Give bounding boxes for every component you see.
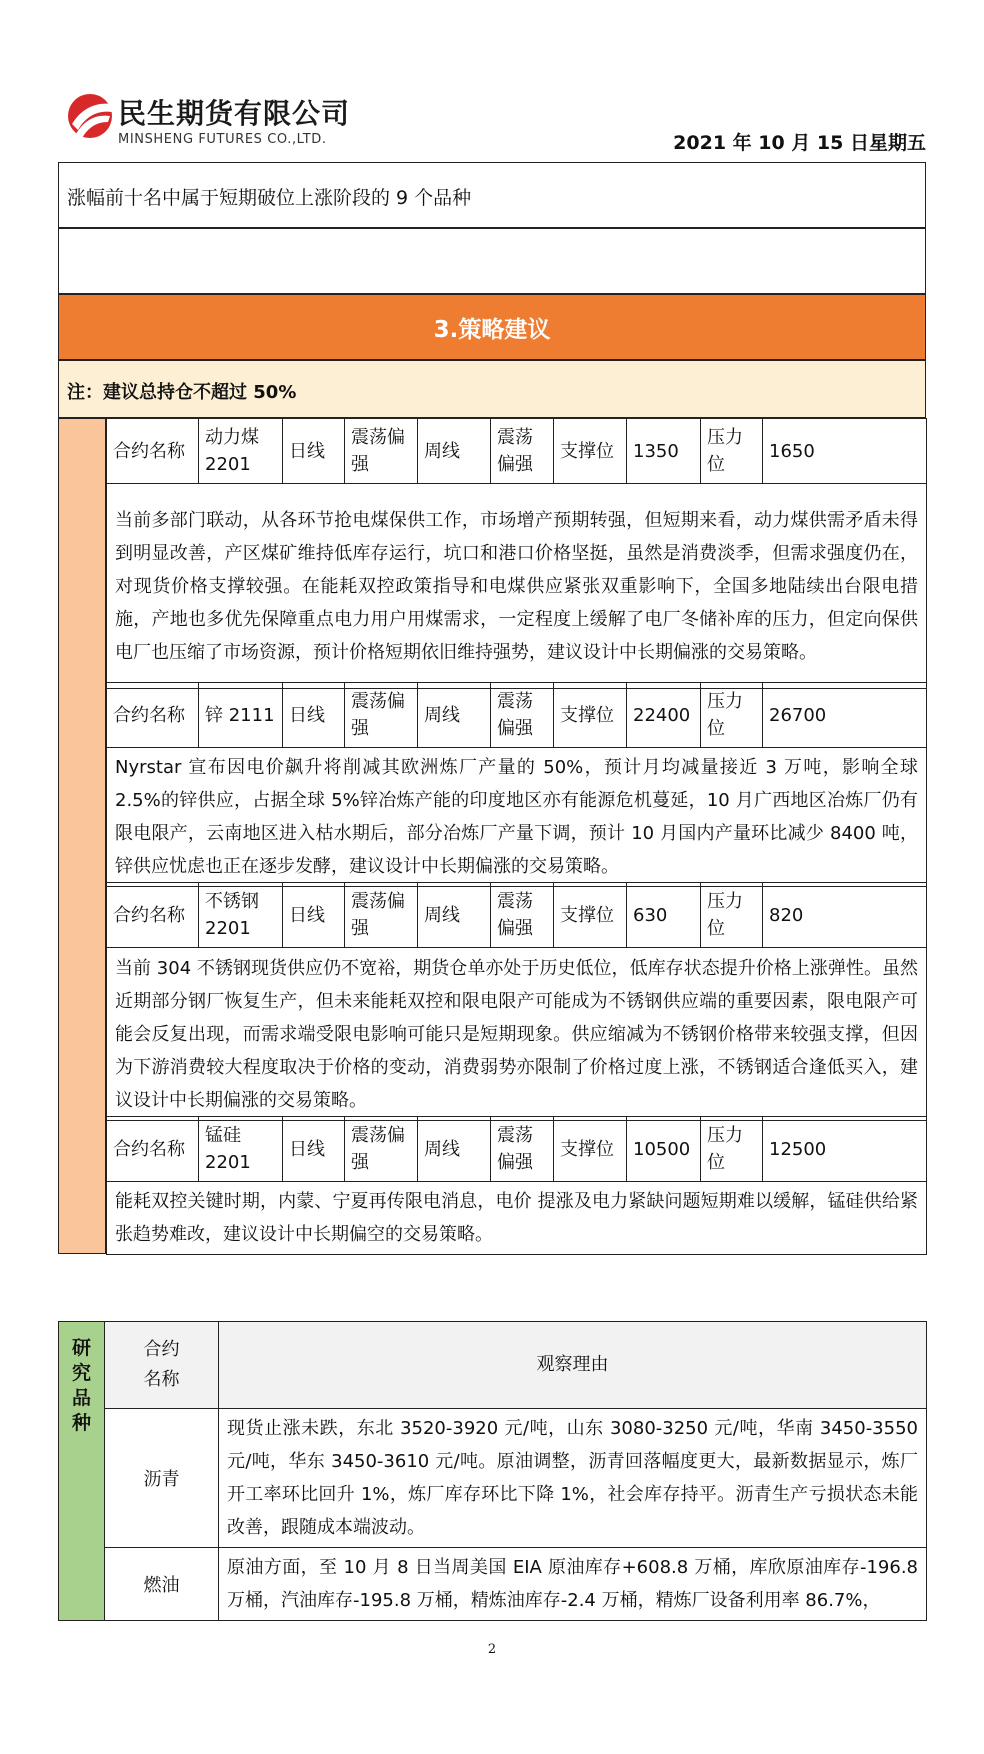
research-row: [59, 1548, 927, 1621]
research-row: [59, 1409, 927, 1548]
contract-name: 锰硅 2201: [199, 1117, 283, 1182]
weekly-label: 周线: [418, 419, 491, 484]
daily-label: 日线: [283, 419, 345, 484]
pressure-value: 26700: [763, 683, 927, 748]
pressure-label: 压力位: [701, 883, 763, 948]
col-name-header: [105, 1322, 219, 1409]
contract-description: 能耗双控关键时期，内蒙、宁夏再传限电消息，电价 提涨及电力紧缺问题短期难以缓解，锰硅供给紧张趋势难改，建议设计中长期偏空的交易策略。: [107, 1182, 927, 1255]
daily-label: 日线: [283, 883, 345, 948]
company-logo: [66, 88, 366, 154]
weekly-trend: 震荡偏强: [491, 883, 554, 948]
contract-desc-row: [107, 748, 927, 887]
daily-trend: 震荡偏强: [345, 683, 418, 748]
col-name-text: 合约名称: [143, 1339, 180, 1390]
contract-label: 合约名称: [107, 683, 199, 748]
section-title: 3.策略建议: [58, 294, 926, 360]
research-item-reason: 现货止涨未跌，东北 3520-3920 元/吨，山东 3080-3250 元/吨，华南 3450-3550 元/吨，华东 3450-3610 元/吨。原油调整，沥青回落幅度更大，最新数据显示，炼厂开工率环比回升 1%，炼厂库存环比下降 1%，社会库存持平。沥青生产亏损状态未能改善，跟随成本端波动。: [219, 1409, 927, 1548]
weekly-label: 周线: [418, 883, 491, 948]
weekly-trend: 震荡偏强: [491, 419, 554, 484]
contract-info-row: [107, 419, 927, 484]
contract-description: 当前多部门联动，从各环节抢电煤保供工作，市场增产预期转强，但短期来看，动力煤供需矛盾未得到明显改善，产区煤矿维持低库存运行，坑口和港口价格坚挺，虽然是消费淡季，但需求强度仍在，对现货价格支撑较强。在能耗双控政策指导和电煤供应紧张双重影响下，全国多地陆续出台限电措施，产地也多优先保障重点电力用户用煤需求，一定程度上缓解了电厂冬储补库的压力，但定向保供电厂也压缩了市场资源，预计价格短期依旧维持强势，建议设计中长期偏涨的交易策略。: [107, 484, 927, 689]
support-label: 支撑位: [554, 1117, 627, 1182]
contract-info-row: [107, 1117, 927, 1182]
research-table: [58, 1321, 927, 1621]
support-label: 支撑位: [554, 883, 627, 948]
top-text-row: 涨幅前十名中属于短期破位上涨阶段的 9 个品种: [58, 162, 926, 228]
research-side-text: 研究品种: [71, 1337, 91, 1434]
company-logo-icon: [66, 90, 114, 146]
contract-info-row: [107, 683, 927, 748]
support-value: 1350: [627, 419, 701, 484]
blank-row: [58, 228, 926, 294]
daily-trend: 震荡偏强: [345, 883, 418, 948]
strategy-left-strip: [58, 418, 106, 1254]
pressure-label: 压力位: [701, 419, 763, 484]
daily-trend: 震荡偏强: [345, 1117, 418, 1182]
contract-desc-row: [107, 484, 927, 689]
daily-label: 日线: [283, 683, 345, 748]
weekly-trend: 震荡偏强: [491, 1117, 554, 1182]
contract-name: 锌 2111: [199, 683, 283, 748]
contract-info-row: [107, 883, 927, 948]
contract-desc-row: [107, 1182, 927, 1255]
contract-label: 合约名称: [107, 419, 199, 484]
contract-table: [106, 882, 927, 1121]
position-note: 注：建议总持仓不超过 50%: [58, 360, 926, 418]
contract-desc-row: [107, 948, 927, 1121]
contract-name: 不锈钢 2201: [199, 883, 283, 948]
research-item-name: 燃油: [105, 1548, 219, 1621]
contract-label: 合约名称: [107, 883, 199, 948]
contract-description: Nyrstar 宣布因电价飙升将削减其欧洲炼厂产量的 50%，预计月均减量接近 3 万吨，影响全球 2.5%的锌供应，占据全球 5%锌冶炼产能的印度地区亦有能源危机蔓延，10 月广西地区冶炼厂仍有限电限产，云南地区进入枯水期后，部分冶炼厂产量下调，预计 10 月国内产量环比减少 8400 吨，锌供应忧虑也正在逐步发酵，建议设计中长期偏涨的交易策略。: [107, 748, 927, 887]
contract-description: 当前 304 不锈钢现货供应仍不宽裕，期货仓单亦处于历史低位，低库存状态提升价格上涨弹性。虽然近期部分钢厂恢复生产，但未来能耗双控和限电限产可能成为不锈钢供应端的重要因素，限电限产可能会反复出现，而需求端受限电影响可能只是短期现象。供应缩减为不锈钢价格带来较强支撑，但因为下游消费较大程度取决于价格的变动，消费弱势亦限制了价格过度上涨，不锈钢适合逢低买入，建议设计中长期偏涨的交易策略。: [107, 948, 927, 1121]
support-label: 支撑位: [554, 683, 627, 748]
daily-label: 日线: [283, 1117, 345, 1182]
support-label: 支撑位: [554, 419, 627, 484]
contract-table: [106, 1116, 927, 1255]
company-name-en: MINSHENG FUTURES CO.,LTD.: [118, 132, 327, 147]
contract-name: 动力煤 2201: [199, 419, 283, 484]
pressure-label: 压力位: [701, 683, 763, 748]
pressure-value: 12500: [763, 1117, 927, 1182]
report-date: 2021 年 10 月 15 日星期五: [673, 132, 926, 154]
contract-label: 合约名称: [107, 1117, 199, 1182]
pressure-value: 1650: [763, 419, 927, 484]
research-side-label: [59, 1322, 105, 1621]
weekly-label: 周线: [418, 1117, 491, 1182]
daily-trend: 震荡偏强: [345, 419, 418, 484]
research-item-name: 沥青: [105, 1409, 219, 1548]
pressure-label: 压力位: [701, 1117, 763, 1182]
col-reason-header: 观察理由: [219, 1322, 927, 1409]
company-name-cn: 民生期货有限公司: [118, 97, 351, 130]
weekly-trend: 震荡偏强: [491, 683, 554, 748]
support-value: 22400: [627, 683, 701, 748]
weekly-label: 周线: [418, 683, 491, 748]
contract-table: [106, 418, 927, 689]
page-number: 2: [487, 1642, 497, 1657]
pressure-value: 820: [763, 883, 927, 948]
research-item-reason: 原油方面，至 10 月 8 日当周美国 EIA 原油库存+608.8 万桶，库欣原油库存-196.8 万桶，汽油库存-195.8 万桶，精炼油库存-2.4 万桶，精炼厂设备利用率 86.7%，: [219, 1548, 927, 1621]
support-value: 630: [627, 883, 701, 948]
contract-table: [106, 682, 927, 887]
research-header-row: [59, 1322, 927, 1409]
support-value: 10500: [627, 1117, 701, 1182]
